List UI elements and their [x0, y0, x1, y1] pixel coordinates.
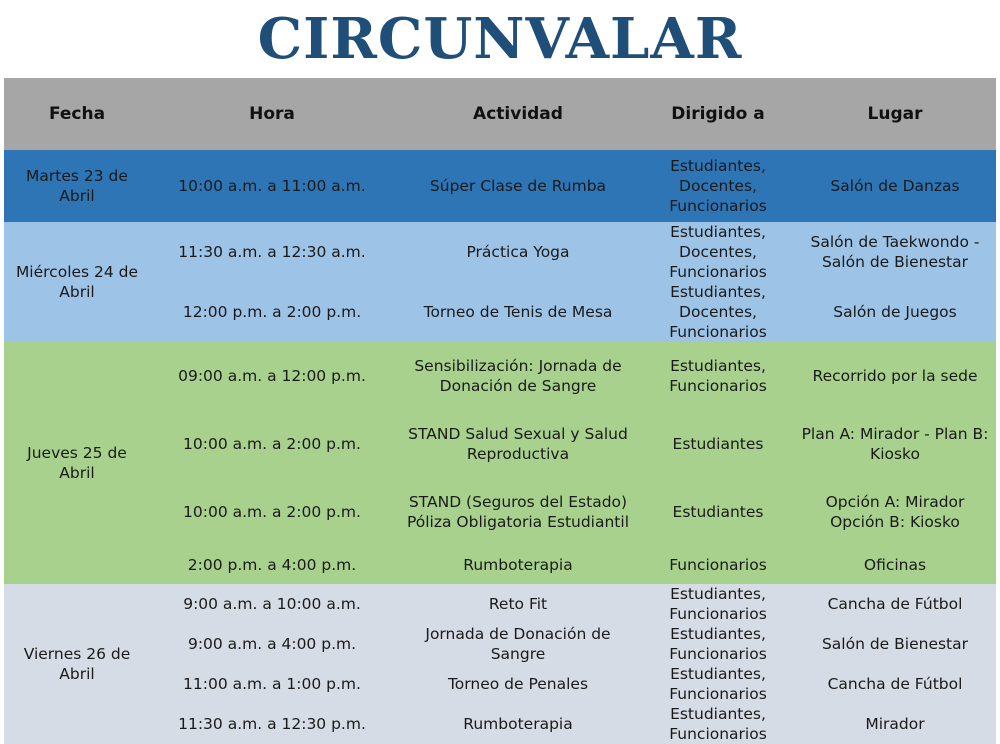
- table-row: [4, 478, 996, 546]
- fecha-cell: Viernes 26 de Abril: [4, 584, 150, 744]
- lugar-cell: Recorrido por la sede: [794, 342, 996, 410]
- actividad-cell: Reto Fit: [394, 584, 642, 624]
- actividad-cell: Rumboterapia: [394, 546, 642, 584]
- actividad-cell: STAND (Seguros del Estado) Póliza Obligatoria Estudiantil: [394, 478, 642, 546]
- header-fecha: Fecha: [4, 78, 150, 150]
- lugar-cell: Cancha de Fútbol: [794, 664, 996, 704]
- table-row: [4, 546, 996, 584]
- dirigido-cell: Estudiantes, Funcionarios: [642, 584, 794, 624]
- header-dirigido: Dirigido a: [642, 78, 794, 150]
- lugar-cell: Plan A: Mirador - Plan B: Kiosko: [794, 410, 996, 478]
- actividad-cell: Jornada de Donación de Sangre: [394, 624, 642, 664]
- lugar-cell: Salón de Taekwondo - Salón de Bienestar: [794, 222, 996, 282]
- table-row: [4, 282, 996, 342]
- hora-cell: 2:00 p.m. a 4:00 p.m.: [150, 546, 394, 584]
- table-row: [4, 624, 996, 664]
- actividad-cell: Torneo de Penales: [394, 664, 642, 704]
- hora-cell: 11:30 a.m. a 12:30 p.m.: [150, 704, 394, 744]
- fecha-cell: Miércoles 24 de Abril: [4, 222, 150, 342]
- actividad-cell: Práctica Yoga: [394, 222, 642, 282]
- hora-cell: 9:00 a.m. a 4:00 p.m.: [150, 624, 394, 664]
- lugar-cell: Cancha de Fútbol: [794, 584, 996, 624]
- dirigido-cell: Estudiantes, Docentes, Funcionarios: [642, 222, 794, 282]
- lugar-cell: Salón de Juegos: [794, 282, 996, 342]
- header-actividad: Actividad: [394, 78, 642, 150]
- dirigido-cell: Funcionarios: [642, 546, 794, 584]
- table-row: [4, 222, 996, 282]
- table-row: [4, 342, 996, 410]
- dirigido-cell: Estudiantes, Funcionarios: [642, 624, 794, 664]
- lugar-cell: Opción A: Mirador Opción B: Kiosko: [794, 478, 996, 546]
- dirigido-cell: Estudiantes: [642, 410, 794, 478]
- hora-cell: 09:00 a.m. a 12:00 p.m.: [150, 342, 394, 410]
- hora-cell: 12:00 p.m. a 2:00 p.m.: [150, 282, 394, 342]
- table-row: [4, 664, 996, 704]
- fecha-cell: Jueves 25 de Abril: [4, 342, 150, 584]
- hora-cell: 10:00 a.m. a 2:00 p.m.: [150, 478, 394, 546]
- lugar-cell: Salón de Danzas: [794, 150, 996, 222]
- dirigido-cell: Estudiantes, Docentes, Funcionarios: [642, 282, 794, 342]
- actividad-cell: Sensibilización: Jornada de Donación de Sangre: [394, 342, 642, 410]
- hora-cell: 10:00 a.m. a 11:00 a.m.: [150, 150, 394, 222]
- actividad-cell: Rumboterapia: [394, 704, 642, 744]
- actividad-cell: Súper Clase de Rumba: [394, 150, 642, 222]
- dirigido-cell: Estudiantes, Funcionarios: [642, 664, 794, 704]
- dirigido-cell: Estudiantes, Funcionarios: [642, 342, 794, 410]
- schedule-table: [4, 78, 996, 744]
- hora-cell: 11:00 a.m. a 1:00 p.m.: [150, 664, 394, 704]
- actividad-cell: Torneo de Tenis de Mesa: [394, 282, 642, 342]
- header-lugar: Lugar: [794, 78, 996, 150]
- hora-cell: 10:00 a.m. a 2:00 p.m.: [150, 410, 394, 478]
- dirigido-cell: Estudiantes, Docentes, Funcionarios: [642, 150, 794, 222]
- header-hora: Hora: [150, 78, 394, 150]
- lugar-cell: Salón de Bienestar: [794, 624, 996, 664]
- table-row: [4, 704, 996, 744]
- lugar-cell: Mirador: [794, 704, 996, 744]
- page-title: CIRCUNVALAR: [257, 6, 743, 72]
- dirigido-cell: Estudiantes, Funcionarios: [642, 704, 794, 744]
- table-row: [4, 150, 996, 222]
- hora-cell: 9:00 a.m. a 10:00 a.m.: [150, 584, 394, 624]
- fecha-cell: Martes 23 de Abril: [4, 150, 150, 222]
- lugar-cell: Oficinas: [794, 546, 996, 584]
- dirigido-cell: Estudiantes: [642, 478, 794, 546]
- table-row: [4, 410, 996, 478]
- header-row: [4, 78, 996, 150]
- hora-cell: 11:30 a.m. a 12:30 a.m.: [150, 222, 394, 282]
- table-row: [4, 584, 996, 624]
- actividad-cell: STAND Salud Sexual y Salud Reproductiva: [394, 410, 642, 478]
